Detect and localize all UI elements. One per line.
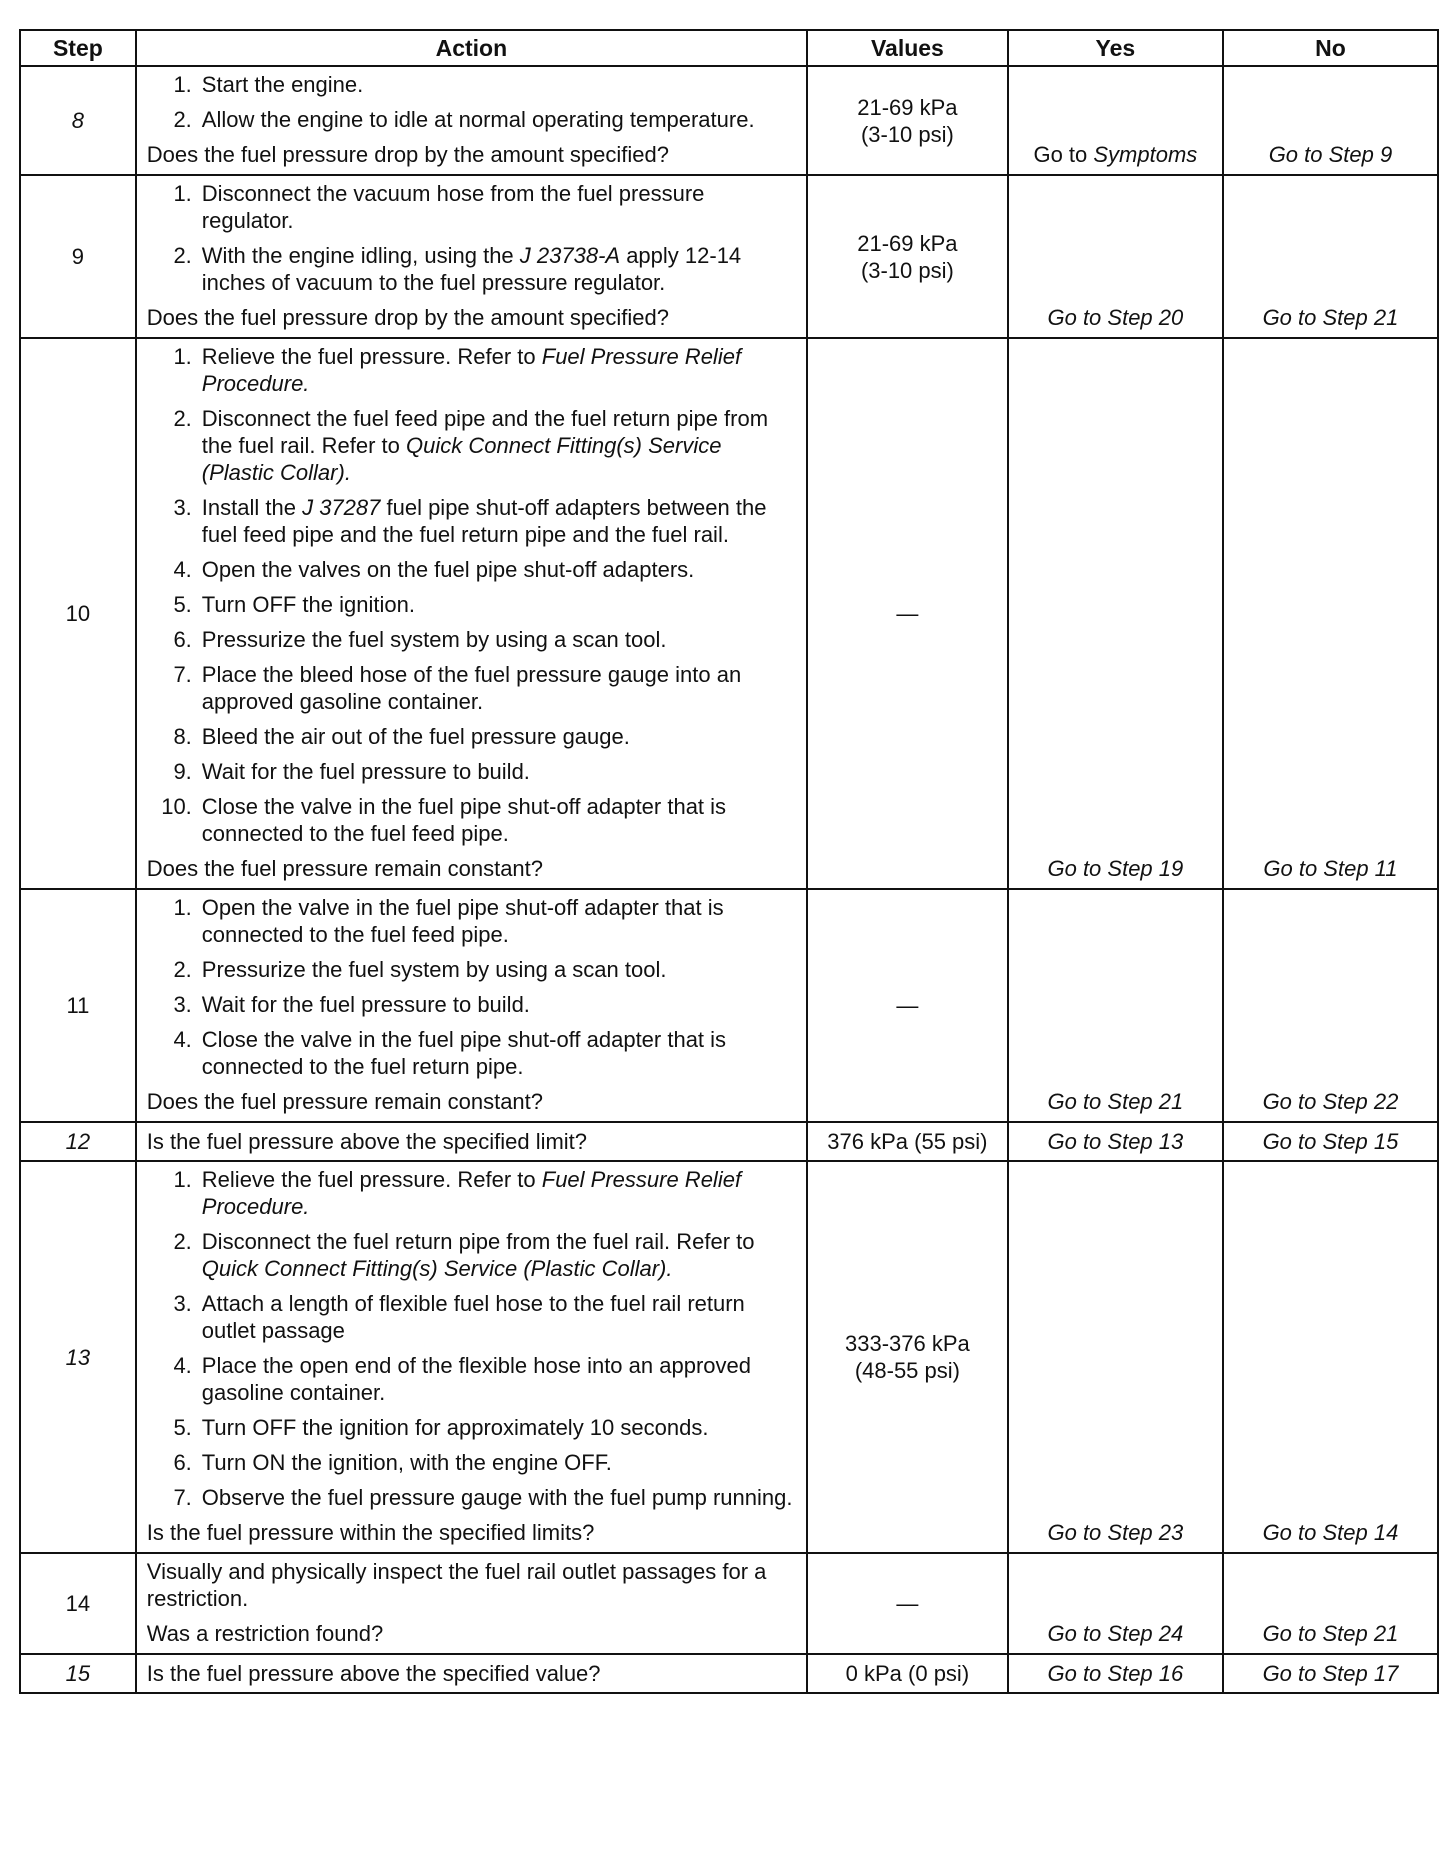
action-item: 4. Close the valve in the fuel pipe shut-off adapter that is connected to the fuel return pipe. bbox=[173, 1027, 727, 1079]
action-item: 10. Close the valve in the fuel pipe shut-off adapter that is connected to the fuel feed pipe. bbox=[161, 794, 727, 846]
action-question: Does the fuel pressure remain constant? bbox=[146, 856, 544, 881]
yes-cell: Go to Step 20 bbox=[1008, 175, 1223, 338]
action-item: 7. Observe the fuel pressure gauge with the fuel pump running. bbox=[173, 1485, 793, 1510]
table-row-step-14 bbox=[20, 1553, 1438, 1654]
yes-cell: Go to Step 19 bbox=[1008, 338, 1223, 889]
action-item: 7. Place the bleed hose of the fuel pressure gauge into an approved gasoline container. bbox=[173, 662, 742, 714]
action-item: 2. With the engine idling, using the J 23738-A apply 12-14 inches of vacuum to the fuel pressure regulator. bbox=[173, 243, 742, 295]
action-question: Does the fuel pressure drop by the amount specified? bbox=[146, 305, 669, 330]
action-question: Is the fuel pressure above the specified limit? bbox=[146, 1129, 588, 1154]
value-cell: — bbox=[807, 338, 1008, 889]
diagnostic-table-page bbox=[19, 29, 1439, 1694]
diagnostic-table bbox=[19, 29, 1439, 1694]
step-number: 13 bbox=[20, 1161, 136, 1553]
step-number: 14 bbox=[20, 1553, 136, 1654]
header-action: Action bbox=[136, 30, 807, 66]
table-row-step-12 bbox=[20, 1122, 1438, 1161]
action-text: Visually and physically inspect the fuel rail outlet passages for a restriction. bbox=[146, 1559, 767, 1611]
action-item: 6. Pressurize the fuel system by using a scan tool. bbox=[173, 627, 667, 652]
table-row-step-9 bbox=[20, 175, 1438, 338]
yes-cell: Go to Symptoms bbox=[1008, 66, 1223, 175]
no-cell: Go to Step 21 bbox=[1223, 175, 1438, 338]
table-row-step-11 bbox=[20, 889, 1438, 1122]
action-item: 5. Turn OFF the ignition for approximately 10 seconds. bbox=[173, 1415, 709, 1440]
action-item: 1. Relieve the fuel pressure. Refer to Fuel Pressure Relief Procedure. bbox=[173, 344, 742, 396]
header-step: Step bbox=[20, 30, 136, 66]
action-item: 2. Disconnect the fuel return pipe from the fuel rail. Refer to Quick Connect Fitting(s) Service (Plastic Collar). bbox=[173, 1229, 755, 1281]
value-cell: 21-69 kPa (3-10 psi) bbox=[807, 66, 1008, 175]
table-row-step-8 bbox=[20, 66, 1438, 175]
step-number: 12 bbox=[20, 1122, 136, 1161]
no-cell: Go to Step 11 bbox=[1223, 338, 1438, 889]
action-item: 5. Turn OFF the ignition. bbox=[173, 592, 415, 617]
table-row-step-13 bbox=[20, 1161, 1438, 1553]
action-cell bbox=[136, 1553, 807, 1654]
action-cell bbox=[136, 889, 807, 1122]
yes-cell: Go to Step 13 bbox=[1008, 1122, 1223, 1161]
step-number: 9 bbox=[20, 175, 136, 338]
no-cell: Go to Step 14 bbox=[1223, 1161, 1438, 1553]
no-cell: Go to Step 22 bbox=[1223, 889, 1438, 1122]
value-cell: — bbox=[807, 889, 1008, 1122]
action-item: 1. Relieve the fuel pressure. Refer to Fuel Pressure Relief Procedure. bbox=[173, 1167, 742, 1219]
table-row-step-15 bbox=[20, 1654, 1438, 1693]
action-cell bbox=[136, 1654, 807, 1693]
action-cell bbox=[136, 1122, 807, 1161]
action-item: 2. Disconnect the fuel feed pipe and the fuel return pipe from the fuel rail. Refer to Quick Connect Fitting(s) Service (Plastic Collar). bbox=[173, 406, 769, 485]
action-question: Was a restriction found? bbox=[146, 1621, 384, 1646]
action-item: 2. Allow the engine to idle at normal operating temperature. bbox=[173, 107, 755, 132]
table-row-step-10 bbox=[20, 338, 1438, 889]
action-item: 2. Pressurize the fuel system by using a scan tool. bbox=[173, 957, 667, 982]
no-cell: Go to Step 21 bbox=[1223, 1553, 1438, 1654]
value-cell: 376 kPa (55 psi) bbox=[807, 1122, 1008, 1161]
step-number: 11 bbox=[20, 889, 136, 1122]
no-cell: Go to Step 9 bbox=[1223, 66, 1438, 175]
action-question: Does the fuel pressure drop by the amount specified? bbox=[146, 142, 669, 167]
action-item: 3. Install the J 37287 fuel pipe shut-off adapters between the fuel feed pipe and the fuel return pipe and the fuel rail. bbox=[173, 495, 767, 547]
action-question: Is the fuel pressure above the specified value? bbox=[146, 1661, 601, 1686]
yes-cell: Go to Step 16 bbox=[1008, 1654, 1223, 1693]
header-values: Values bbox=[807, 30, 1008, 66]
action-cell bbox=[136, 175, 807, 338]
no-cell: Go to Step 17 bbox=[1223, 1654, 1438, 1693]
value-cell: 21-69 kPa (3-10 psi) bbox=[807, 175, 1008, 338]
action-cell bbox=[136, 66, 807, 175]
header-row bbox=[20, 30, 1438, 66]
action-question: Is the fuel pressure within the specified limits? bbox=[146, 1520, 595, 1545]
value-cell: 333-376 kPa (48-55 psi) bbox=[807, 1161, 1008, 1553]
action-item: 1. Disconnect the vacuum hose from the fuel pressure regulator. bbox=[173, 181, 705, 233]
action-item: 4. Place the open end of the flexible hose into an approved gasoline container. bbox=[173, 1353, 751, 1405]
action-item: 3. Wait for the fuel pressure to build. bbox=[173, 992, 530, 1017]
action-item: 9. Wait for the fuel pressure to build. bbox=[173, 759, 530, 784]
step-number: 10 bbox=[20, 338, 136, 889]
action-item: 8. Bleed the air out of the fuel pressure gauge. bbox=[173, 724, 630, 749]
step-number: 8 bbox=[20, 66, 136, 175]
action-cell bbox=[136, 1161, 807, 1553]
header-yes: Yes bbox=[1008, 30, 1223, 66]
action-item: 1. Open the valve in the fuel pipe shut-off adapter that is connected to the fuel feed pipe. bbox=[173, 895, 724, 947]
action-item: 6. Turn ON the ignition, with the engine OFF. bbox=[173, 1450, 612, 1475]
action-item: 3. Attach a length of flexible fuel hose to the fuel rail return outlet passage bbox=[173, 1291, 745, 1343]
action-cell bbox=[136, 338, 807, 889]
action-item: 4. Open the valves on the fuel pipe shut-off adapters. bbox=[173, 557, 695, 582]
step-number: 15 bbox=[20, 1654, 136, 1693]
value-cell: — bbox=[807, 1553, 1008, 1654]
value-cell: 0 kPa (0 psi) bbox=[807, 1654, 1008, 1693]
action-question: Does the fuel pressure remain constant? bbox=[146, 1089, 544, 1114]
yes-cell: Go to Step 24 bbox=[1008, 1553, 1223, 1654]
yes-cell: Go to Step 21 bbox=[1008, 889, 1223, 1122]
yes-cell: Go to Step 23 bbox=[1008, 1161, 1223, 1553]
header-no: No bbox=[1223, 30, 1438, 66]
no-cell: Go to Step 15 bbox=[1223, 1122, 1438, 1161]
action-item: 1. Start the engine. bbox=[173, 72, 364, 97]
